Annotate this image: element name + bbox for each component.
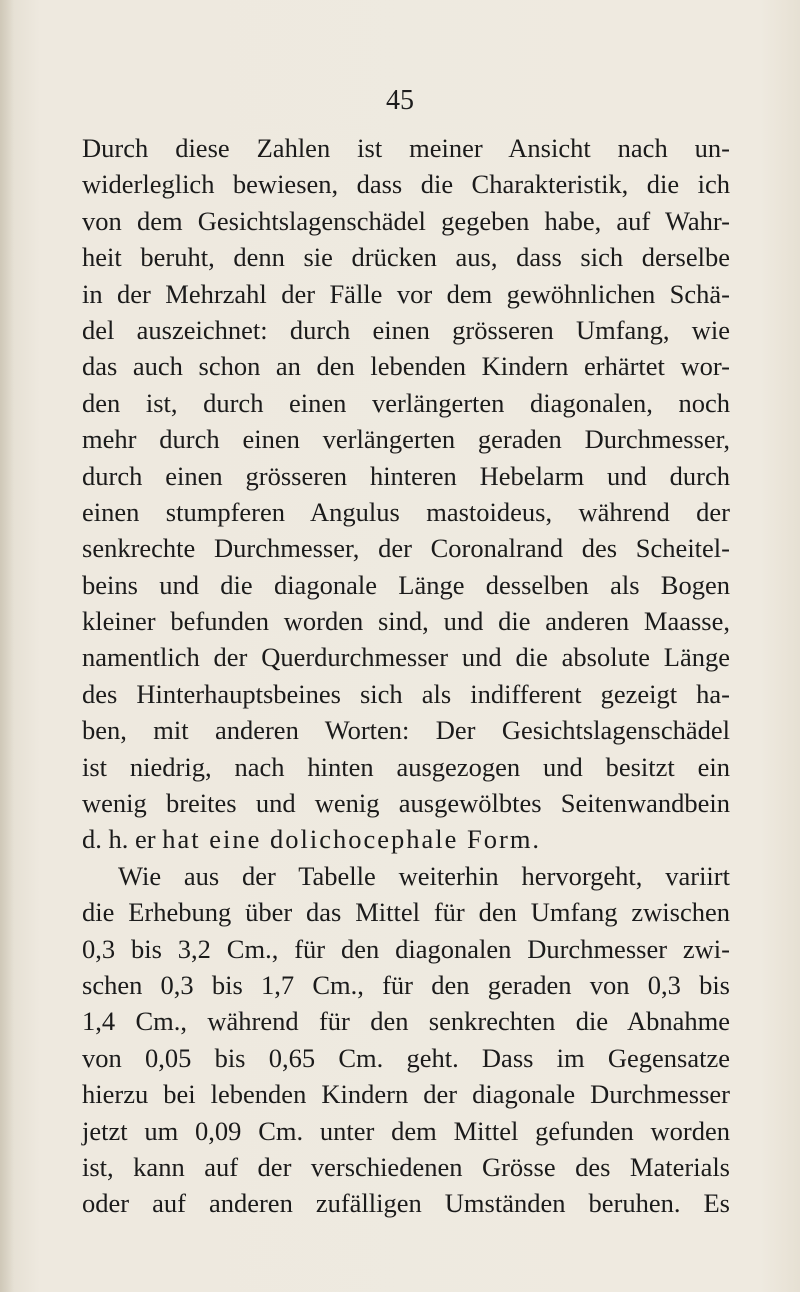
text-line: beins und die diagonale Länge desselben als Bogen — [82, 569, 730, 600]
text-line: oder auf anderen zufälligen Umständen beruhen. Es — [82, 1188, 730, 1219]
text-line: den ist, durch einen verlängerten diagonalen, noch — [82, 387, 730, 418]
spaced-emphasis: hat eine dolichocephale Form. — [162, 824, 542, 855]
text-line: durch einen grösseren hinteren Hebelarm und durch — [82, 460, 730, 491]
text-line: 1,4 Cm., während für den senkrechten die Abnahme — [82, 1006, 730, 1037]
text-run: d. h. er — [82, 824, 163, 855]
text-line: 0,3 bis 3,2 Cm., für den diagonalen Durchmesser zwi- — [82, 933, 730, 964]
page-number: 45 — [386, 85, 414, 116]
text-line: von dem Gesichtslagenschädel gegeben habe, auf Wahr- — [82, 205, 730, 236]
text-line: mehr durch einen verlängerten geraden Durchmesser, — [82, 424, 730, 455]
text-line: des Hinterhauptsbeines sich als indifferent gezeigt ha- — [82, 678, 730, 709]
text-line: senkrechte Durchmesser, der Coronalrand des Scheitel- — [82, 533, 730, 564]
text-line: ben, mit anderen Worten: Der Gesichtslagenschädel — [82, 715, 730, 746]
text-line: hierzu bei lebenden Kindern der diagonale Durchmesser — [82, 1079, 730, 1110]
page-gutter-shadow — [0, 0, 14, 1292]
text-line: die Erhebung über das Mittel für den Umfang zwischen — [82, 897, 730, 928]
text-line: wenig breites und wenig ausgewölbtes Seitenwandbein — [82, 788, 730, 819]
text-line: heit beruht, denn sie drücken aus, dass sich derselbe — [82, 242, 730, 273]
text-line: ist, kann auf der verschiedenen Grösse des Materials — [82, 1151, 730, 1182]
paragraph-start-line: Wie aus der Tabelle weiterhin hervorgeht, variirt — [118, 860, 730, 891]
text-line: schen 0,3 bis 1,7 Cm., für den geraden von 0,3 bis — [82, 969, 730, 1000]
text-line: von 0,05 bis 0,65 Cm. geht. Dass im Gegensatze — [82, 1042, 730, 1073]
text-line: in der Mehrzahl der Fälle vor dem gewöhnlichen Schä- — [82, 278, 730, 309]
text-line: ist niedrig, nach hinten ausgezogen und besitzt ein — [82, 751, 730, 782]
text-line: Durch diese Zahlen ist meiner Ansicht nach un- — [82, 133, 730, 163]
text-line: kleiner befunden worden sind, und die anderen Maasse, — [82, 606, 730, 637]
body-text — [82, 130, 730, 1222]
text-line: das auch schon an den lebenden Kindern erhärtet wor- — [82, 351, 730, 382]
text-line: namentlich der Querdurchmesser und die absolute Länge — [82, 642, 730, 673]
text-line: del auszeichnet: durch einen grösseren Umfang, wie — [82, 314, 730, 345]
text-line: jetzt um 0,09 Cm. unter dem Mittel gefunden worden — [82, 1115, 730, 1146]
paragraph-end-line — [82, 821, 730, 857]
text-line: einen stumpferen Angulus mastoideus, während der — [82, 496, 730, 527]
text-line: widerleglich bewiesen, dass die Charakteristik, die ich — [82, 169, 730, 200]
